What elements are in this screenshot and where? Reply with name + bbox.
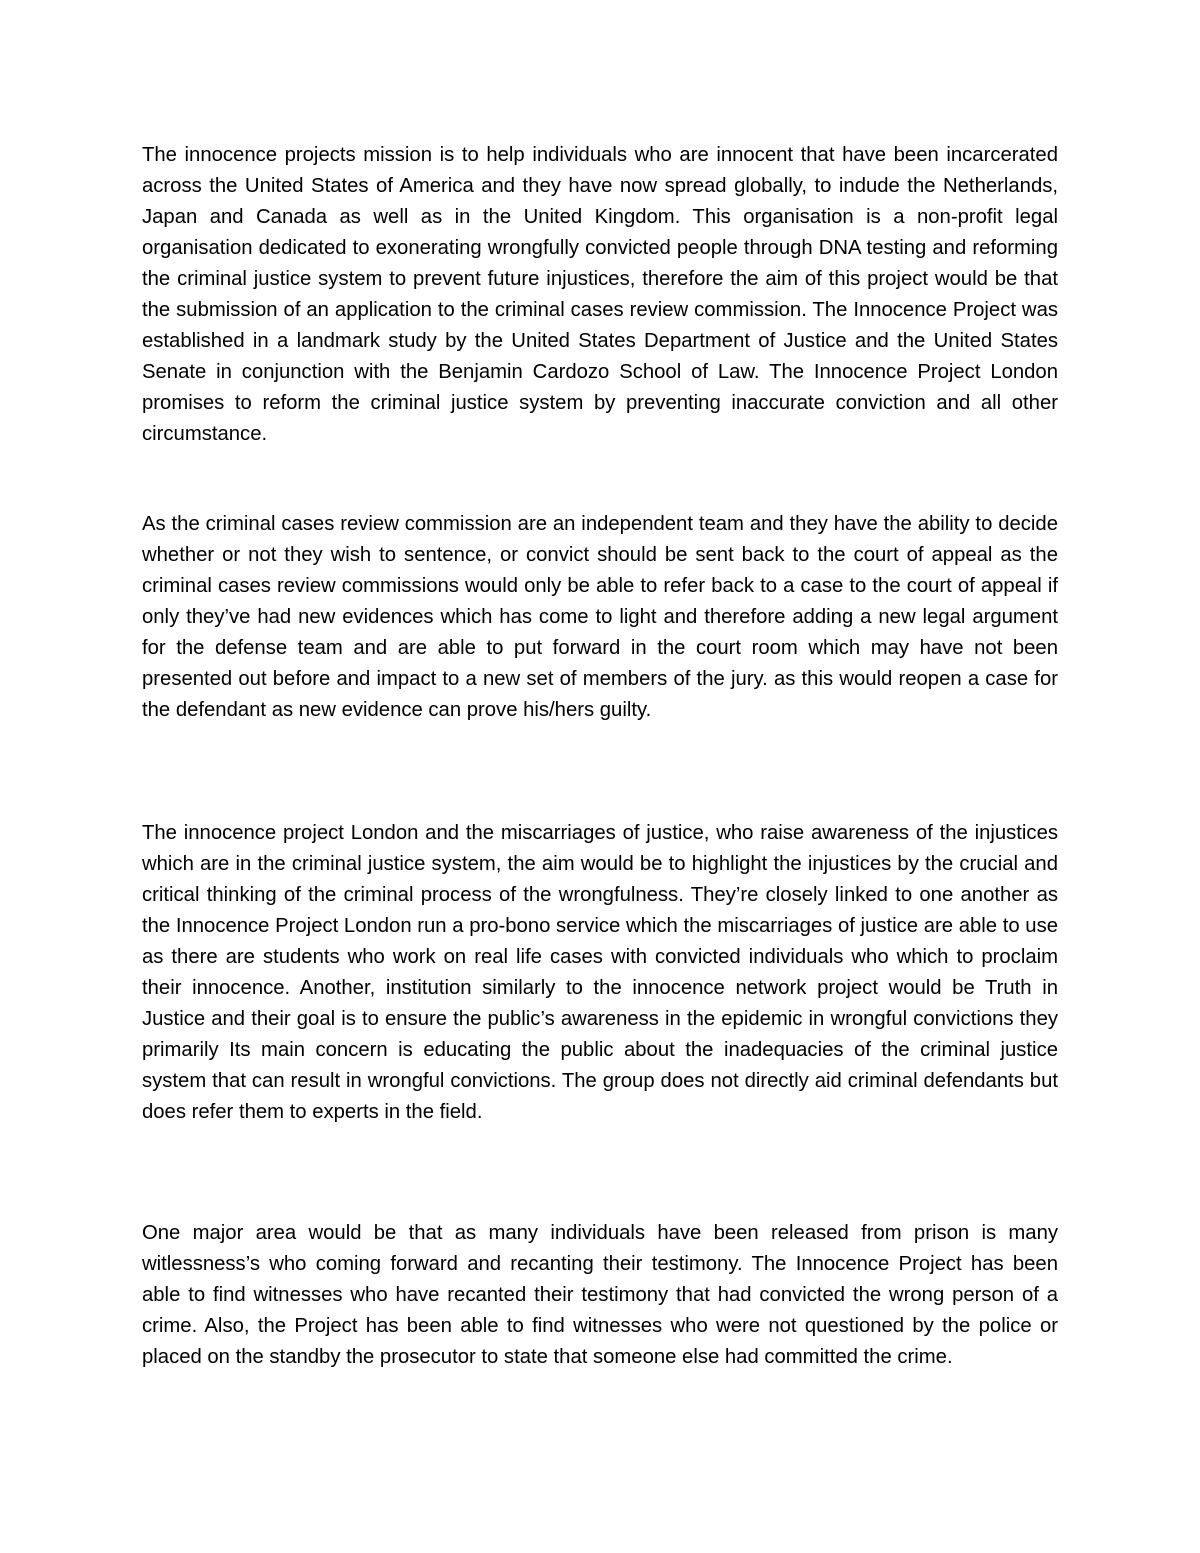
paragraph-4: One major area would be that as many individuals have been released from prison is many witlessness’s who coming forward and recanting their testimony. The Innocence Project has been able to find witnesses who have recanted their testimony that had convicted the wrong person of a crime. Also, the Project has been able to find witnesses who were not questioned by the police or placed on the standby the prosecutor to state that someone else had committed the crime. [142, 1222, 1058, 1368]
paragraph-1: The innocence projects mission is to help individuals who are innocent that have been incarcerated across the United States of America and they have now spread globally, to indude the Netherlands, Japan and Canada as well as in the United Kingdom. This organisation is a non-profit legal organisation dedicated to exonerating wrongfully convicted people through DNA testing and reforming the criminal justice system to prevent future injustices, therefore the aim of this project would be that the submission of an application to the criminal cases review commission. The Innocence Project was established in a landmark study by the United States Department of Justice and the United States Senate in conjunction with the Benjamin Cardozo School of Law. The Innocence Project London promises to reform the criminal justice system by preventing inaccurate conviction and all other circumstance. [142, 144, 1058, 445]
paragraph-3: The innocence project London and the miscarriages of justice, who raise awareness of the injustices which are in the criminal justice system, the aim would be to highlight the injustices by the crucial and critical thinking of the criminal process of the wrongfulness. They’re closely linked to one another as the Innocence Project London run a pro-bono service which the miscarriages of justice are able to use as there are students who work on real life cases with convicted individuals who which to proclaim their innocence. Another, institution similarly to the innocence network project would be Truth in Justice and their goal is to ensure the public’s awareness in the epidemic in wrongful convictions they primarily Its main concern is educating the public about the inadequacies of the criminal justice system that can result in wrongful convictions. The group does not directly aid criminal defendants but does refer them to experts in the field. [142, 822, 1058, 1123]
paragraph-2: As the criminal cases review commission are an independent team and they have the ability to decide whether or not they wish to sentence, or convict should be sent back to the court of appeal as the criminal cases review commissions would only be able to refer back to a case to the court of appeal if only they’ve had new evidences which has come to light and therefore adding a new legal argument for the defense team and are able to put forward in the court room which may have not been presented out before and impact to a new set of members of the jury. as this would reopen a case for the defendant as new evidence can prove his/hers guilty. [142, 513, 1058, 721]
